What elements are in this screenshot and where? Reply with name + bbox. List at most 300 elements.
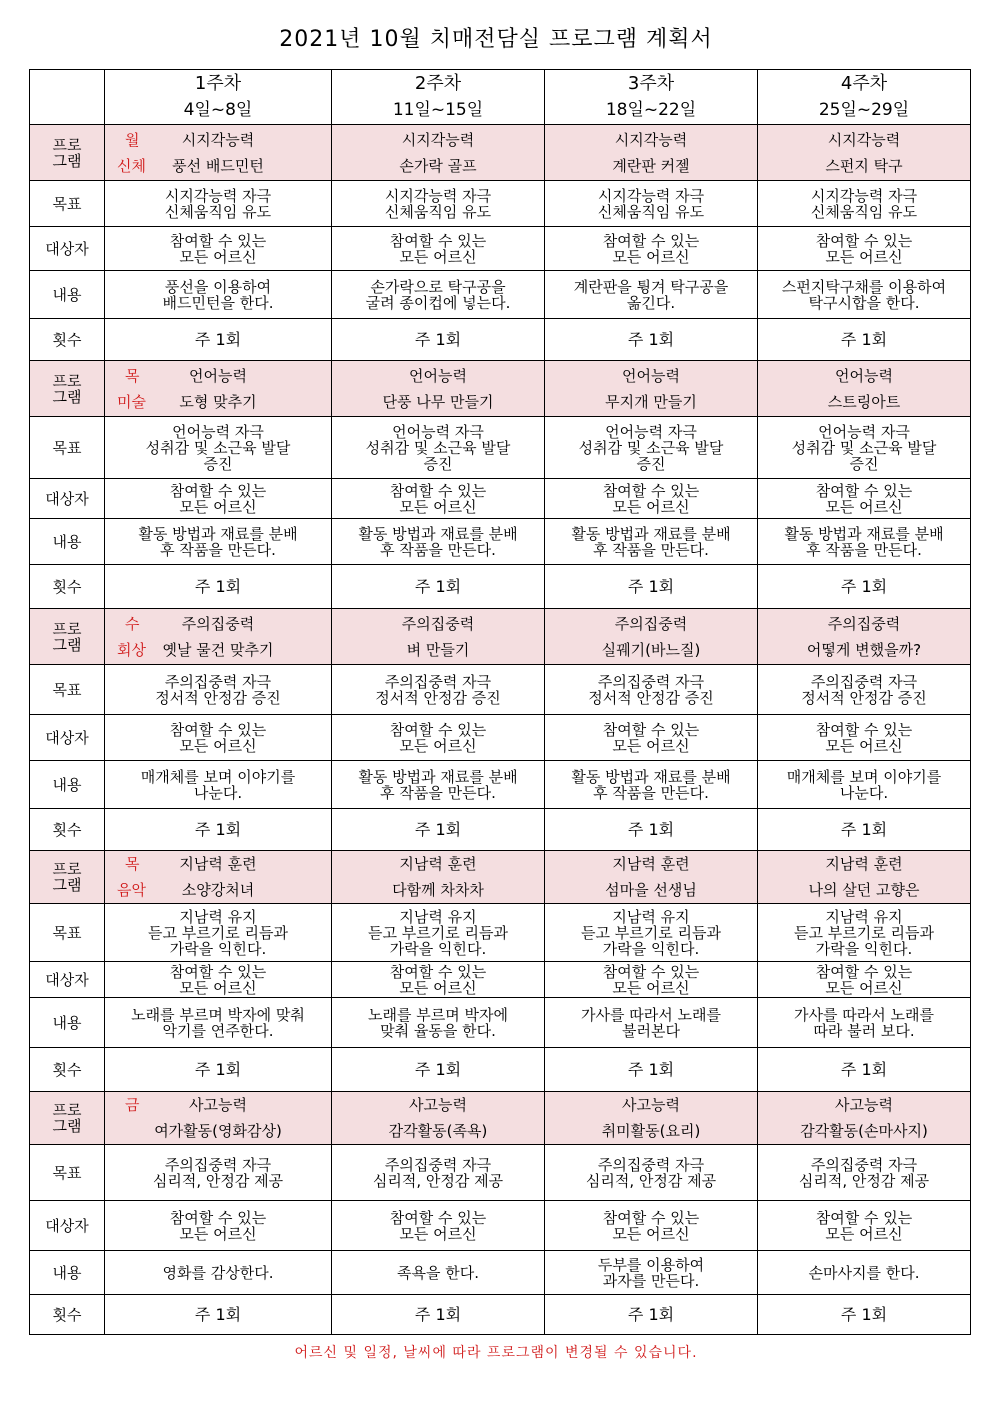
program-label-line2: 그램 bbox=[52, 1117, 82, 1135]
freq-cell: 주 1회 bbox=[332, 565, 545, 609]
freq-cell: 주 1회 bbox=[332, 1295, 545, 1335]
goal-text-line: 증진 bbox=[636, 454, 666, 473]
goal-text-line: 심리적, 안정감 제공 bbox=[372, 1171, 504, 1190]
program-area-line bbox=[334, 1092, 542, 1118]
weekday-label: 목 bbox=[125, 855, 140, 873]
goal-text-line: 주의집중력 자극 bbox=[164, 672, 272, 691]
program-area-line bbox=[107, 363, 329, 389]
category-label: 음악 bbox=[117, 881, 146, 899]
freq-cell: 주 1회 bbox=[105, 1048, 332, 1092]
program-cell bbox=[332, 125, 545, 181]
goal-text-line: 지남력 유지 bbox=[179, 907, 257, 926]
category-label: 미술 bbox=[117, 392, 146, 411]
target-text-line: 모든 어르신 bbox=[825, 497, 903, 516]
program-activity-line bbox=[334, 1118, 542, 1144]
freq-cell: 주 1회 bbox=[332, 809, 545, 851]
program-area-line bbox=[547, 127, 755, 153]
goal-cell bbox=[758, 665, 971, 715]
freq-row bbox=[30, 319, 971, 361]
week-dates: 18일~22일 bbox=[605, 100, 697, 120]
target-text-line: 모든 어르신 bbox=[179, 978, 257, 997]
goal-text-line: 주의집중력 자극 bbox=[164, 1155, 272, 1174]
program-area-line bbox=[547, 363, 755, 389]
goal-label: 목표 bbox=[30, 417, 105, 479]
content-cell bbox=[545, 761, 758, 809]
program-area-line bbox=[334, 851, 542, 877]
program-area: 시지각능력 bbox=[614, 130, 688, 149]
program-area: 시지각능력 bbox=[401, 130, 475, 149]
program-activity: 어떻게 변했을까? bbox=[806, 640, 922, 659]
program-cell bbox=[105, 851, 332, 904]
program-cell bbox=[545, 361, 758, 417]
content-cell bbox=[332, 1251, 545, 1295]
target-cell bbox=[758, 715, 971, 761]
content-cell bbox=[105, 1251, 332, 1295]
content-text-line: 영화를 감상한다. bbox=[162, 1263, 274, 1282]
target-text-line: 모든 어르신 bbox=[825, 978, 903, 997]
program-cell bbox=[758, 361, 971, 417]
program-area: 지남력 훈련 bbox=[399, 855, 477, 873]
program-activity: 감각활동(손마사지) bbox=[800, 1122, 928, 1140]
content-text-line: 후 작품을 만든다. bbox=[380, 540, 496, 559]
freq-cell: 주 1회 bbox=[758, 1295, 971, 1335]
program-activity-line bbox=[547, 637, 755, 663]
goal-text-line: 언어능력 자극 bbox=[172, 422, 264, 441]
program-activity-line bbox=[547, 389, 755, 415]
program-area-line bbox=[547, 851, 755, 877]
content-text-line: 악기를 연주한다. bbox=[162, 1021, 274, 1040]
content-label: 내용 bbox=[30, 1251, 105, 1295]
target-cell bbox=[545, 227, 758, 271]
program-label-line1: 프로 bbox=[52, 860, 82, 878]
program-activity: 실꿰기(바느질) bbox=[601, 640, 701, 659]
freq-cell: 주 1회 bbox=[758, 1048, 971, 1092]
content-row bbox=[30, 519, 971, 565]
freq-label: 횟수 bbox=[30, 565, 105, 609]
program-cell bbox=[758, 125, 971, 181]
program-activity-line bbox=[107, 1118, 329, 1144]
goal-text-line: 증진 bbox=[203, 454, 233, 473]
target-cell bbox=[332, 479, 545, 519]
week-dates: 25일~29일 bbox=[818, 100, 910, 120]
goal-text-line: 시지각능력 자극 bbox=[810, 186, 918, 205]
program-area-line bbox=[760, 1092, 968, 1118]
content-text-line: 맞춰 율동을 한다. bbox=[380, 1021, 496, 1040]
goal-text-line: 주의집중력 자극 bbox=[384, 1155, 492, 1174]
header-row bbox=[30, 70, 971, 125]
program-row bbox=[30, 609, 971, 665]
program-activity-line bbox=[760, 153, 968, 179]
goal-text-line: 지남력 유지 bbox=[612, 907, 690, 926]
target-text-line: 모든 어르신 bbox=[825, 736, 903, 755]
goal-row bbox=[30, 181, 971, 227]
goal-cell bbox=[332, 1145, 545, 1201]
freq-cell: 주 1회 bbox=[545, 809, 758, 851]
content-cell bbox=[758, 271, 971, 319]
content-text-line: 굴려 종이컵에 넣는다. bbox=[365, 293, 511, 312]
freq-label: 횟수 bbox=[30, 1048, 105, 1092]
goal-text-line: 지남력 유지 bbox=[825, 907, 903, 926]
program-area: 지남력 훈련 bbox=[179, 855, 257, 873]
program-label-line2: 그램 bbox=[52, 387, 82, 406]
target-label: 대상자 bbox=[30, 1201, 105, 1251]
content-text-line: 과자를 만든다. bbox=[602, 1271, 700, 1290]
goal-text-line: 신체움직임 유도 bbox=[597, 202, 705, 221]
goal-text-line: 시지각능력 자극 bbox=[384, 186, 492, 205]
target-text-line: 참여할 수 있는 bbox=[815, 1208, 913, 1227]
program-activity-line bbox=[760, 1118, 968, 1144]
goal-cell bbox=[545, 1145, 758, 1201]
target-label: 대상자 bbox=[30, 962, 105, 998]
content-text-line: 스펀지탁구채를 이용하여 bbox=[781, 277, 947, 296]
goal-text-line: 성취감 및 소근육 발달 bbox=[578, 438, 724, 457]
content-row bbox=[30, 761, 971, 809]
program-area: 지남력 훈련 bbox=[612, 855, 690, 873]
content-text-line: 탁구시합을 한다. bbox=[808, 293, 920, 312]
program-activity: 계란판 커젤 bbox=[612, 156, 690, 175]
goal-text-line: 주의집중력 자극 bbox=[384, 672, 492, 691]
target-text-line: 모든 어르신 bbox=[179, 736, 257, 755]
goal-cell bbox=[545, 665, 758, 715]
program-area-line bbox=[760, 851, 968, 877]
content-cell bbox=[332, 271, 545, 319]
content-cell bbox=[758, 519, 971, 565]
target-text-line: 참여할 수 있는 bbox=[169, 720, 267, 739]
program-activity: 벼 만들기 bbox=[406, 640, 470, 659]
target-cell bbox=[545, 715, 758, 761]
target-cell bbox=[545, 479, 758, 519]
target-text-line: 참여할 수 있는 bbox=[169, 1208, 267, 1227]
freq-cell: 주 1회 bbox=[545, 565, 758, 609]
goal-row bbox=[30, 904, 971, 962]
content-label: 내용 bbox=[30, 761, 105, 809]
goal-text-line: 정서적 안정감 증진 bbox=[801, 688, 927, 707]
content-text-line: 후 작품을 만든다. bbox=[593, 540, 709, 559]
program-activity-line bbox=[334, 877, 542, 903]
program-area: 주의집중력 bbox=[401, 614, 475, 633]
program-area: 사고능력 bbox=[835, 1096, 893, 1114]
content-cell bbox=[332, 519, 545, 565]
program-area: 언어능력 bbox=[189, 366, 247, 385]
target-text-line: 모든 어르신 bbox=[179, 247, 257, 266]
target-cell bbox=[105, 715, 332, 761]
target-cell bbox=[332, 227, 545, 271]
content-label: 내용 bbox=[30, 271, 105, 319]
program-cell bbox=[332, 1092, 545, 1145]
goal-cell bbox=[545, 904, 758, 962]
program-area: 언어능력 bbox=[622, 366, 680, 385]
goal-label: 목표 bbox=[30, 181, 105, 227]
goal-text-line: 듣고 부르기로 리듬과 bbox=[368, 923, 508, 942]
category-label: 회상 bbox=[117, 640, 146, 659]
category-label: 신체 bbox=[117, 156, 146, 175]
freq-row bbox=[30, 1295, 971, 1335]
content-label: 내용 bbox=[30, 998, 105, 1048]
week-label: 2주차 bbox=[414, 73, 462, 94]
target-label: 대상자 bbox=[30, 479, 105, 519]
program-area: 시지각능력 bbox=[827, 130, 901, 149]
target-text-line: 참여할 수 있는 bbox=[389, 231, 487, 250]
page-title: 2021년 10월 치매전담실 프로그램 계획서 bbox=[279, 27, 713, 52]
freq-cell: 주 1회 bbox=[758, 319, 971, 361]
target-text-line: 모든 어르신 bbox=[399, 497, 477, 516]
program-label-line1: 프로 bbox=[52, 135, 82, 154]
target-cell bbox=[758, 479, 971, 519]
program-label-line2: 그램 bbox=[52, 876, 82, 894]
target-text-line: 참여할 수 있는 bbox=[169, 481, 267, 500]
target-cell bbox=[105, 479, 332, 519]
goal-text-line: 언어능력 자극 bbox=[818, 422, 910, 441]
content-text-line: 두부를 이용하여 bbox=[597, 1255, 705, 1274]
goal-cell bbox=[105, 417, 332, 479]
program-activity-line bbox=[334, 637, 542, 663]
target-text-line: 참여할 수 있는 bbox=[602, 481, 700, 500]
program-cell bbox=[758, 609, 971, 665]
program-area-line bbox=[760, 611, 968, 637]
target-text-line: 모든 어르신 bbox=[825, 247, 903, 266]
goal-text-line: 듣고 부르기로 리듬과 bbox=[581, 923, 721, 942]
program-activity-line bbox=[107, 153, 329, 179]
program-cell bbox=[545, 851, 758, 904]
goal-text-line: 가락을 익힌다. bbox=[602, 939, 700, 958]
content-text-line: 후 작품을 만든다. bbox=[380, 783, 496, 802]
freq-cell: 주 1회 bbox=[332, 319, 545, 361]
goal-text-line: 성취감 및 소근육 발달 bbox=[791, 438, 937, 457]
goal-text-line: 심리적, 안정감 제공 bbox=[798, 1171, 930, 1190]
program-cell bbox=[105, 1092, 332, 1145]
content-text-line: 후 작품을 만든다. bbox=[806, 540, 922, 559]
program-area: 주의집중력 bbox=[614, 614, 688, 633]
header-corner bbox=[30, 70, 105, 125]
target-text-line: 모든 어르신 bbox=[612, 978, 690, 997]
goal-cell bbox=[545, 417, 758, 479]
target-text-line: 참여할 수 있는 bbox=[389, 1208, 487, 1227]
target-label: 대상자 bbox=[30, 715, 105, 761]
target-text-line: 참여할 수 있는 bbox=[815, 231, 913, 250]
week-header bbox=[332, 70, 545, 125]
goal-text-line: 정서적 안정감 증진 bbox=[375, 688, 501, 707]
content-cell bbox=[332, 998, 545, 1048]
goal-cell bbox=[105, 665, 332, 715]
program-area: 시지각능력 bbox=[181, 130, 255, 149]
target-cell bbox=[545, 1201, 758, 1251]
target-cell bbox=[332, 962, 545, 998]
target-text-line: 참여할 수 있는 bbox=[169, 962, 267, 981]
freq-cell: 주 1회 bbox=[332, 1048, 545, 1092]
program-activity-line bbox=[107, 637, 329, 663]
program-row bbox=[30, 125, 971, 181]
content-text-line: 노래를 부르며 박자에 bbox=[368, 1005, 508, 1024]
target-text-line: 참여할 수 있는 bbox=[602, 962, 700, 981]
freq-cell: 주 1회 bbox=[545, 1048, 758, 1092]
weekday-label: 금 bbox=[125, 1096, 140, 1114]
program-label-line2: 그램 bbox=[52, 635, 82, 654]
program-area-line bbox=[107, 127, 329, 153]
goal-text-line: 심리적, 안정감 제공 bbox=[152, 1171, 284, 1190]
program-cell bbox=[332, 361, 545, 417]
content-text-line: 활동 방법과 재료를 분배 bbox=[784, 524, 944, 543]
program-activity: 도형 맞추기 bbox=[179, 392, 257, 411]
week-label: 4주차 bbox=[840, 73, 888, 94]
content-text-line: 활동 방법과 재료를 분배 bbox=[571, 524, 731, 543]
content-text-line: 가사를 따라서 노래를 bbox=[581, 1005, 721, 1024]
target-label: 대상자 bbox=[30, 227, 105, 271]
program-area: 언어능력 bbox=[409, 366, 467, 385]
weekday-label: 수 bbox=[125, 614, 140, 633]
program-label-line1: 프로 bbox=[52, 371, 82, 390]
goal-cell bbox=[758, 1145, 971, 1201]
program-row bbox=[30, 361, 971, 417]
program-activity-line bbox=[107, 389, 329, 415]
freq-row bbox=[30, 1048, 971, 1092]
goal-text-line: 시지각능력 자극 bbox=[597, 186, 705, 205]
goal-text-line: 신체움직임 유도 bbox=[810, 202, 918, 221]
target-text-line: 모든 어르신 bbox=[399, 736, 477, 755]
target-cell bbox=[545, 962, 758, 998]
program-activity-line bbox=[760, 877, 968, 903]
goal-text-line: 심리적, 안정감 제공 bbox=[585, 1171, 717, 1190]
program-row bbox=[30, 851, 971, 904]
program-cell bbox=[105, 125, 332, 181]
content-text-line: 손가락으로 탁구공을 bbox=[370, 277, 506, 296]
goal-row bbox=[30, 1145, 971, 1201]
program-activity-line bbox=[334, 153, 542, 179]
goal-label: 목표 bbox=[30, 1145, 105, 1201]
program-area-line bbox=[334, 611, 542, 637]
goal-text-line: 정서적 안정감 증진 bbox=[588, 688, 714, 707]
program-area-line bbox=[107, 1092, 329, 1118]
content-cell bbox=[332, 761, 545, 809]
goal-text-line: 신체움직임 유도 bbox=[164, 202, 272, 221]
goal-text-line: 성취감 및 소근육 발달 bbox=[365, 438, 511, 457]
content-cell bbox=[105, 519, 332, 565]
week-header bbox=[105, 70, 332, 125]
program-area: 사고능력 bbox=[189, 1096, 247, 1114]
freq-cell: 주 1회 bbox=[545, 319, 758, 361]
program-activity: 소양강처녀 bbox=[181, 881, 255, 899]
program-row bbox=[30, 1092, 971, 1145]
freq-cell: 주 1회 bbox=[758, 565, 971, 609]
freq-cell: 주 1회 bbox=[105, 319, 332, 361]
target-cell bbox=[758, 1201, 971, 1251]
target-text-line: 참여할 수 있는 bbox=[815, 720, 913, 739]
goal-text-line: 신체움직임 유도 bbox=[384, 202, 492, 221]
target-row bbox=[30, 227, 971, 271]
goal-text-line: 주의집중력 자극 bbox=[810, 672, 918, 691]
content-text-line: 후 작품을 만든다. bbox=[593, 783, 709, 802]
target-cell bbox=[332, 1201, 545, 1251]
goal-cell bbox=[758, 181, 971, 227]
target-text-line: 모든 어르신 bbox=[612, 1224, 690, 1243]
program-activity: 다함께 차차차 bbox=[392, 881, 484, 899]
goal-cell bbox=[105, 181, 332, 227]
program-cell bbox=[105, 361, 332, 417]
goal-cell bbox=[332, 181, 545, 227]
program-label bbox=[30, 361, 105, 417]
goal-text-line: 듣고 부르기로 리듬과 bbox=[794, 923, 934, 942]
content-text-line: 활동 방법과 재료를 분배 bbox=[571, 767, 731, 786]
program-area: 언어능력 bbox=[835, 366, 893, 385]
goal-cell bbox=[332, 417, 545, 479]
target-text-line: 참여할 수 있는 bbox=[815, 962, 913, 981]
program-activity: 나의 살던 고향은 bbox=[808, 881, 920, 899]
content-cell bbox=[545, 998, 758, 1048]
goal-text-line: 주의집중력 자극 bbox=[597, 1155, 705, 1174]
target-text-line: 모든 어르신 bbox=[612, 736, 690, 755]
program-activity-line bbox=[760, 389, 968, 415]
weekday-label: 목 bbox=[125, 366, 140, 385]
week-dates: 11일~15일 bbox=[392, 100, 484, 120]
goal-text-line: 지남력 유지 bbox=[399, 907, 477, 926]
program-label bbox=[30, 1092, 105, 1145]
goal-cell bbox=[332, 904, 545, 962]
program-label-line1: 프로 bbox=[52, 619, 82, 638]
target-text-line: 모든 어르신 bbox=[399, 1224, 477, 1243]
target-text-line: 참여할 수 있는 bbox=[389, 962, 487, 981]
content-text-line: 매개체를 보며 이야기를 bbox=[786, 767, 942, 786]
content-text-line: 따라 불러 보다. bbox=[813, 1021, 915, 1040]
freq-cell: 주 1회 bbox=[105, 1295, 332, 1335]
goal-text-line: 정서적 안정감 증진 bbox=[155, 688, 281, 707]
goal-row bbox=[30, 665, 971, 715]
target-text-line: 모든 어르신 bbox=[179, 497, 257, 516]
goal-cell bbox=[105, 1145, 332, 1201]
program-activity: 스트링아트 bbox=[827, 392, 901, 411]
program-area: 사고능력 bbox=[409, 1096, 467, 1114]
content-text-line: 불러본다 bbox=[622, 1021, 680, 1040]
content-row bbox=[30, 1251, 971, 1295]
target-cell bbox=[105, 1201, 332, 1251]
target-row bbox=[30, 479, 971, 519]
content-text-line: 후 작품을 만든다. bbox=[160, 540, 276, 559]
goal-cell bbox=[545, 181, 758, 227]
freq-row bbox=[30, 565, 971, 609]
week-label: 3주차 bbox=[627, 73, 675, 94]
target-text-line: 참여할 수 있는 bbox=[602, 231, 700, 250]
program-cell bbox=[545, 609, 758, 665]
content-text-line: 가사를 따라서 노래를 bbox=[794, 1005, 934, 1024]
target-text-line: 참여할 수 있는 bbox=[389, 481, 487, 500]
goal-cell bbox=[758, 904, 971, 962]
program-activity: 무지개 만들기 bbox=[605, 392, 697, 411]
goal-cell bbox=[105, 904, 332, 962]
week-dates: 4일~8일 bbox=[183, 100, 253, 120]
content-cell bbox=[545, 519, 758, 565]
target-text-line: 모든 어르신 bbox=[179, 1224, 257, 1243]
target-row bbox=[30, 1201, 971, 1251]
program-label bbox=[30, 125, 105, 181]
program-activity: 감각활동(족욕) bbox=[388, 1122, 488, 1140]
content-text-line: 배드민턴을 한다. bbox=[162, 293, 274, 312]
target-cell bbox=[758, 227, 971, 271]
content-cell bbox=[758, 998, 971, 1048]
target-cell bbox=[332, 715, 545, 761]
content-cell bbox=[545, 271, 758, 319]
content-cell bbox=[758, 761, 971, 809]
program-area-line bbox=[760, 127, 968, 153]
program-activity-line bbox=[547, 153, 755, 179]
goal-text-line: 듣고 부르기로 리듬과 bbox=[148, 923, 288, 942]
content-text-line: 족욕을 한다. bbox=[397, 1263, 479, 1282]
goal-row bbox=[30, 417, 971, 479]
goal-label: 목표 bbox=[30, 665, 105, 715]
target-text-line: 참여할 수 있는 bbox=[169, 231, 267, 250]
content-row bbox=[30, 998, 971, 1048]
content-cell bbox=[758, 1251, 971, 1295]
target-text-line: 모든 어르신 bbox=[612, 247, 690, 266]
goal-text-line: 가락을 익힌다. bbox=[389, 939, 487, 958]
target-cell bbox=[105, 962, 332, 998]
